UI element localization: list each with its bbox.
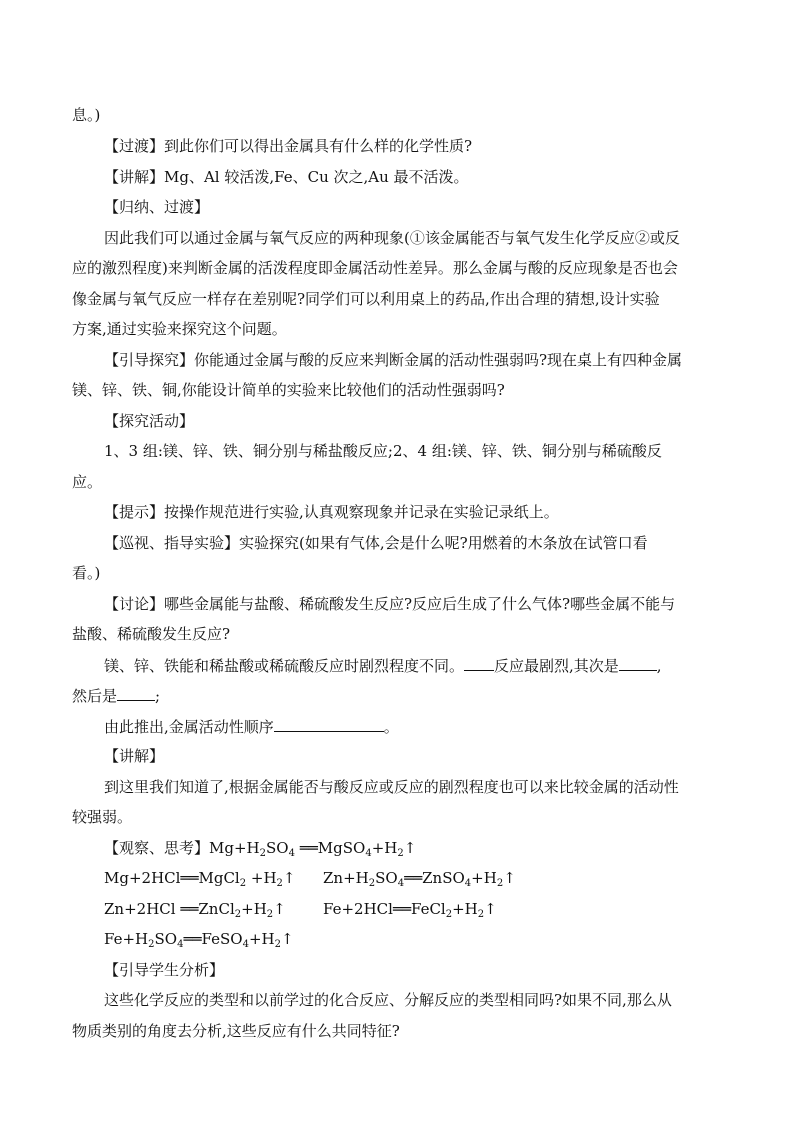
text-segment: 【观察、思考】 xyxy=(104,839,210,857)
text-line: 盐酸、稀硫酸发生反应? xyxy=(72,625,231,643)
text-line: 看。) xyxy=(72,564,101,582)
text-line: 应的激烈程度)来判断金属的活泼程度即金属活动性差异。那么金属与酸的反应现象是否也会 xyxy=(72,259,678,277)
fill-in-line xyxy=(104,656,662,675)
answer-blank[interactable] xyxy=(274,717,384,732)
equation-zn-h2so4: $Zn+H_2SO_4══ZnSO_4+H_2↑$ xyxy=(323,869,516,889)
text-line: 【讲解】Mg、Al 较活泼,Fe、Cu 次之,Au 最不活泼。 xyxy=(104,168,469,186)
text-line: 【归纳、过渡】 xyxy=(104,198,210,216)
equation-fe-h2so4: $Fe+H_2SO_4══FeSO_4+H_2↑$ xyxy=(104,930,294,950)
text-line: 镁、锌、铁、铜,你能设计简单的实验来比较他们的活动性强弱吗? xyxy=(72,381,505,399)
answer-blank[interactable] xyxy=(619,656,657,671)
text-segment: 反应最剧烈,其次是 xyxy=(494,657,619,675)
text-line: 【讲解】 xyxy=(104,747,165,765)
text-segment: ; xyxy=(155,687,161,705)
text-line: 应。 xyxy=(72,473,103,491)
text-line: 【引导探究】你能通过金属与酸的反应来判断金属的活动性强弱吗?现在桌上有四种金属 xyxy=(104,351,683,369)
equation-fe-hcl: $Fe+2HCl══FeCl_2+H_2↑$ xyxy=(323,900,497,920)
text-line: 像金属与氧气反应一样存在差别呢?同学们可以利用桌上的药品,作出合理的猜想,设计实验 xyxy=(72,290,660,308)
answer-blank[interactable] xyxy=(464,656,494,671)
text-line: 这些化学反应的类型和以前学过的化合反应、分解反应的类型相同吗?如果不同,那么从 xyxy=(104,991,672,1009)
text-line: 【讨论】哪些金属能与盐酸、稀硫酸发生反应?反应后生成了什么气体?哪些金属不能与 xyxy=(104,595,676,613)
text-line: 【提示】按操作规范进行实验,认真观察现象并记录在实验记录纸上。 xyxy=(104,503,559,521)
text-segment: 由此推出,金属活动性顺序 xyxy=(104,718,274,736)
text-line: 【引导学生分析】 xyxy=(104,961,225,979)
text-line: 【过渡】到此你们可以得出金属具有什么样的化学性质? xyxy=(104,137,473,155)
text-line: 方案,通过实验来探究这个问题。 xyxy=(72,320,287,338)
text-line: 【巡视、指导实验】实验探究(如果有气体,会是什么呢?用燃着的木条放在试管口看 xyxy=(104,534,648,552)
text-line: 因此我们可以通过金属与氧气反应的两种现象(①该金属能否与氧气发生化学反应②或反 xyxy=(104,229,680,247)
text-line: 息。) xyxy=(72,106,101,124)
text-line: 较强弱。 xyxy=(72,808,133,826)
text-line: 【探究活动】 xyxy=(104,412,195,430)
text-line: 到这里我们知道了,根据金属能否与酸反应或反应的剧烈程度也可以来比较金属的活动性 xyxy=(104,778,679,796)
answer-blank[interactable] xyxy=(117,686,155,701)
equation-mg-h2so4: $Mg+H_2SO_4$ $══MgSO_4+H_2↑$ xyxy=(209,839,417,859)
text-segment: , xyxy=(656,657,662,675)
text-line: 物质类别的角度去分析,这些反应有什么共同特征? xyxy=(72,1022,400,1040)
equation-zn-hcl: Zn+2HCl $══ZnCl_2+H_2↑$ xyxy=(104,900,286,920)
fill-in-line xyxy=(72,686,160,705)
fill-in-line xyxy=(104,717,399,736)
text-line: 1、3 组:镁、锌、铁、铜分别与稀盐酸反应;2、4 组:镁、锌、铁、铜分别与稀硫酸反 xyxy=(104,442,662,460)
equation-mg-hcl: Mg+2HCl══MgCl$_2$ $+H_2↑$ xyxy=(104,869,296,889)
text-segment: 然后是 xyxy=(72,687,118,705)
text-segment: 镁、锌、铁能和稀盐酸或稀硫酸反应时剧烈程度不同。 xyxy=(104,657,465,675)
equation-line xyxy=(104,839,416,857)
text-segment: 。 xyxy=(383,718,399,736)
